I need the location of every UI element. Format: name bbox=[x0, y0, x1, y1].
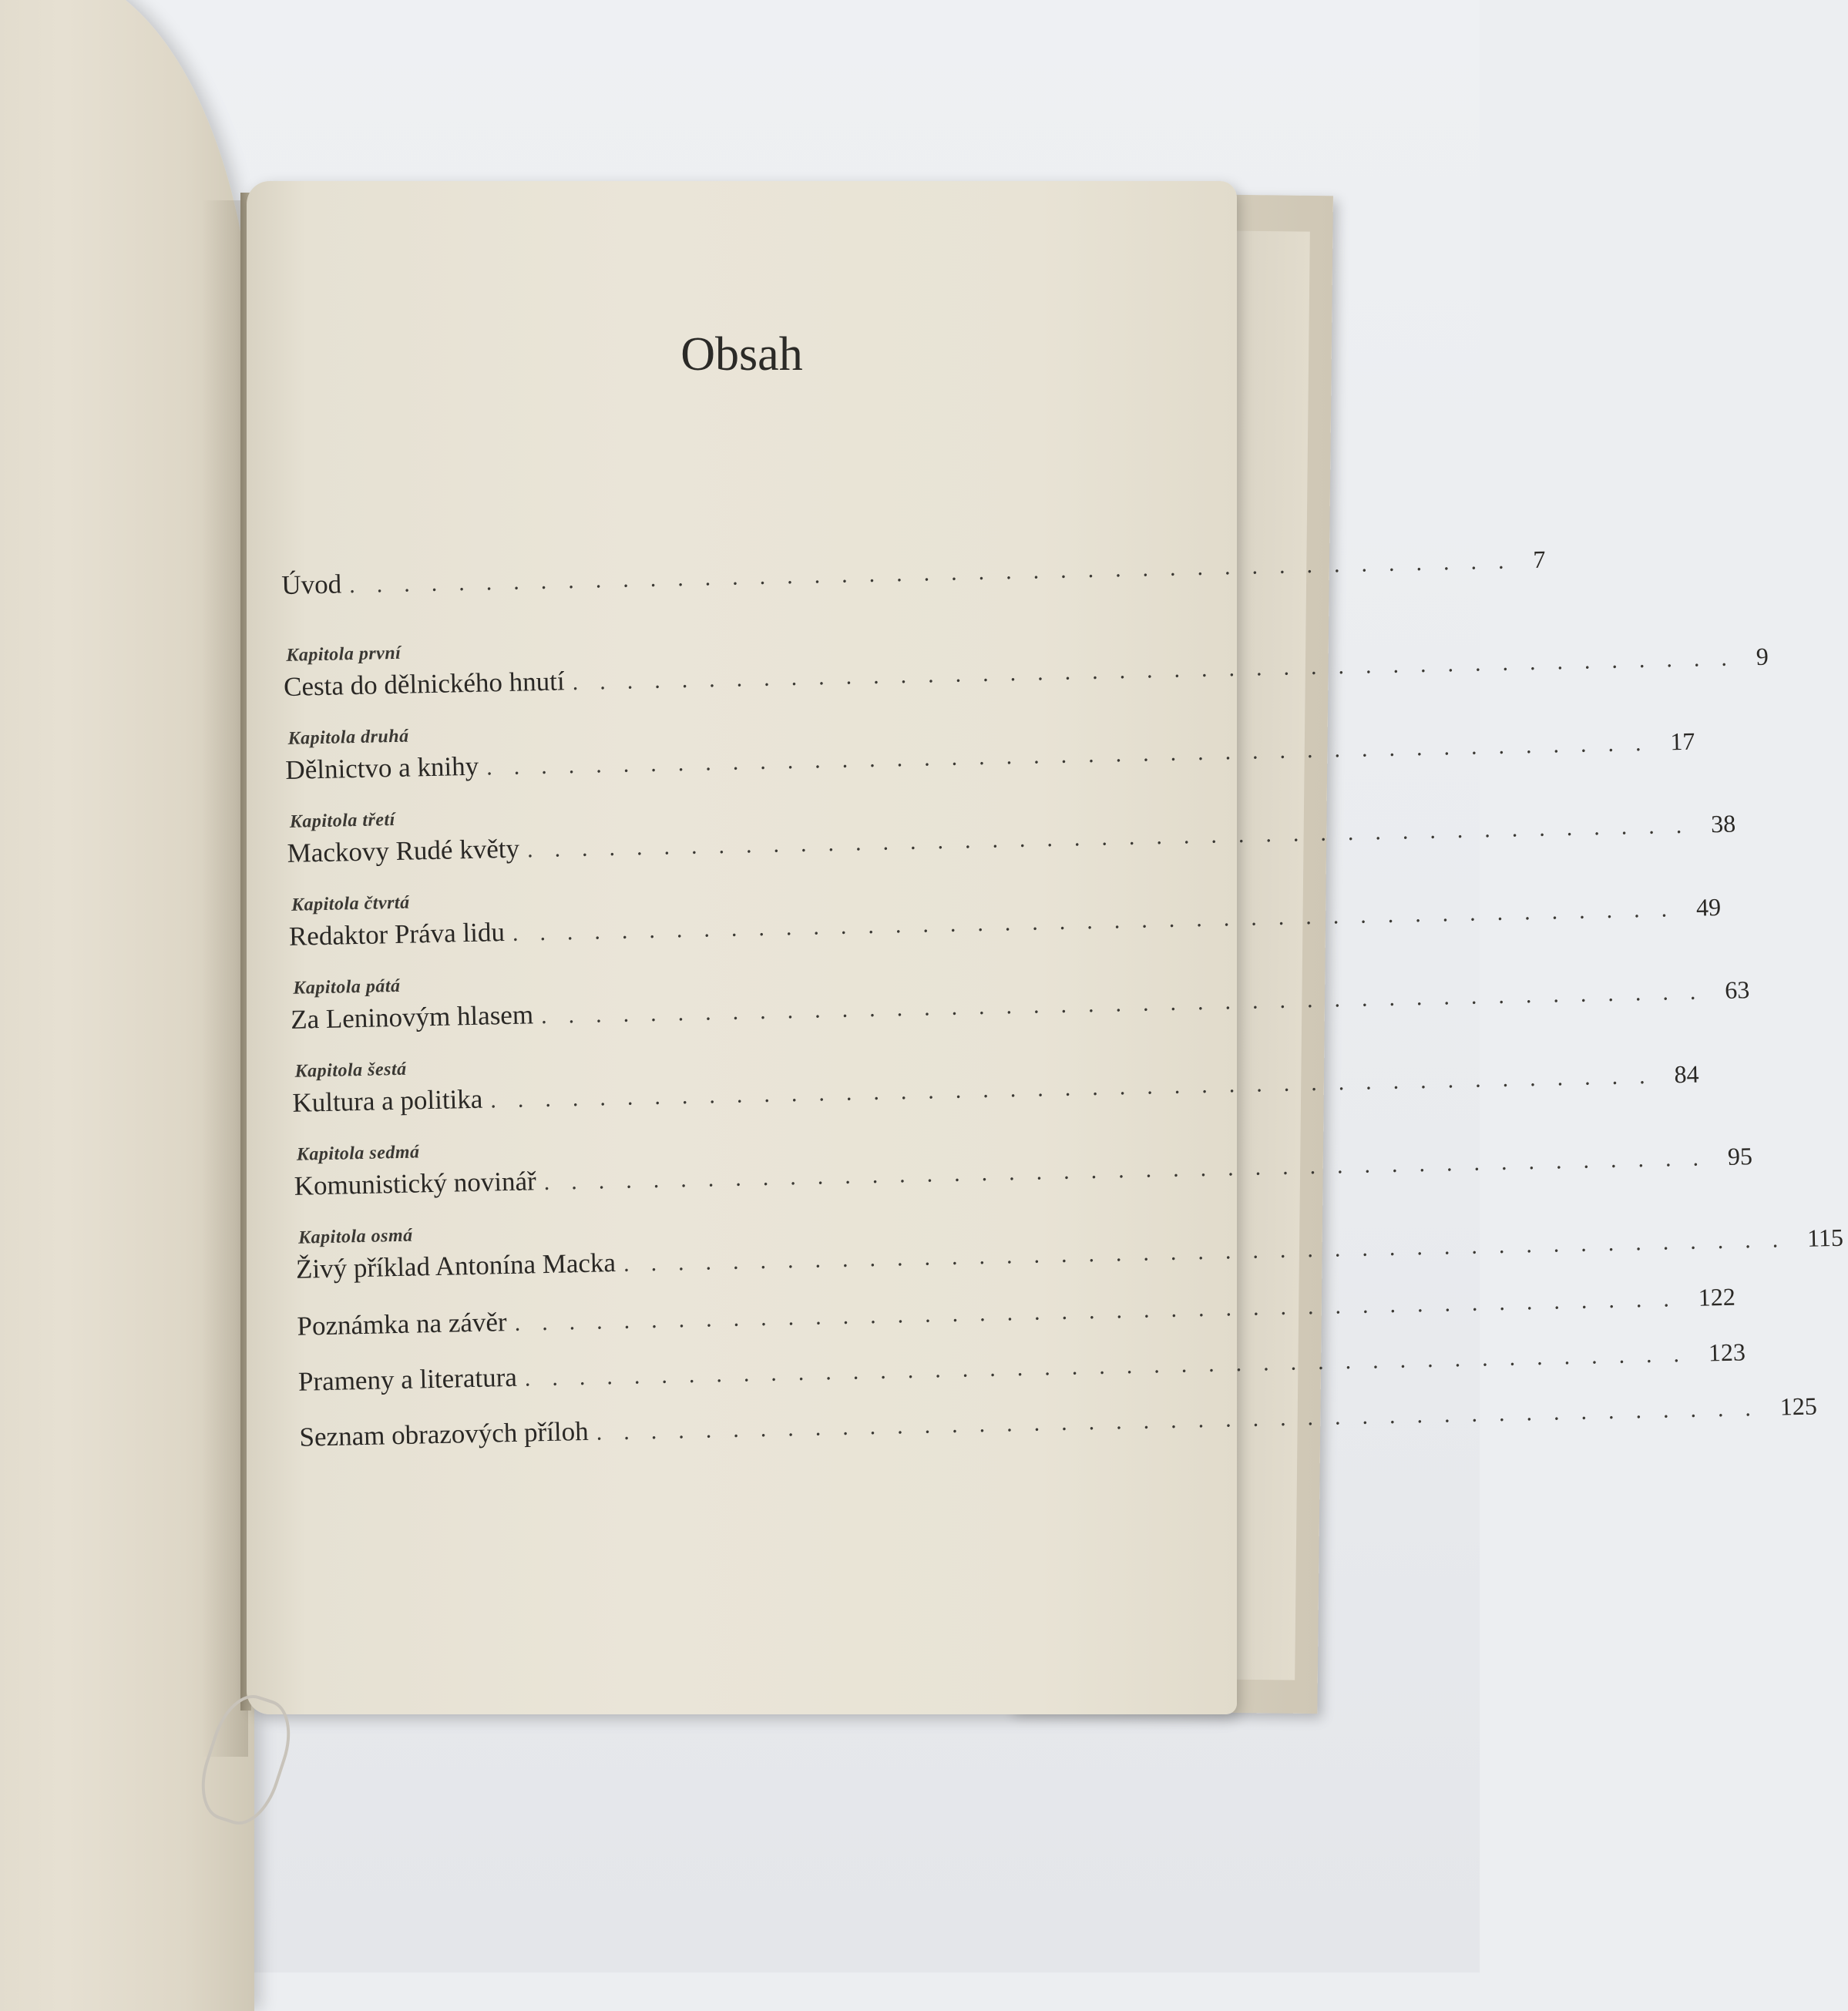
table-of-contents bbox=[281, 545, 1844, 1478]
chapter-label: Kapitola šestá bbox=[294, 1059, 407, 1082]
dot-leader: ........................................... bbox=[486, 730, 1663, 781]
chapter-label: Kapitola pátá bbox=[293, 975, 401, 999]
toc-page-number: 125 bbox=[1779, 1392, 1818, 1421]
toc-entry-title: Mackovy Rudé květy bbox=[287, 833, 520, 868]
chapter-label: Kapitola sedmá bbox=[296, 1142, 420, 1165]
page-title: Obsah bbox=[680, 328, 803, 381]
toc-entry-title: Prameny a literatura bbox=[297, 1361, 518, 1397]
toc-page-number: 49 bbox=[1695, 892, 1722, 922]
dot-leader: ........................................... bbox=[512, 895, 1689, 946]
toc-entry-title: Cesta do dělnického hnutí bbox=[283, 666, 566, 702]
toc-entry-title: Redaktor Práva lidu bbox=[288, 917, 506, 952]
dot-leader: ........................................... bbox=[490, 1063, 1667, 1113]
dot-leader: ........................................... bbox=[572, 645, 1749, 696]
toc-entry-title: Kultura a politika bbox=[292, 1083, 483, 1118]
toc-page-number: 122 bbox=[1698, 1282, 1736, 1311]
toc-entry-title: Seznam obrazových příloh bbox=[299, 1415, 590, 1452]
toc-entry-title: Za Leninovým hlasem bbox=[290, 999, 534, 1035]
dot-leader: ........................................... bbox=[540, 979, 1718, 1029]
dot-leader: ........................................... bbox=[596, 1395, 1773, 1445]
toc-entry-title: Komunistický novinář bbox=[294, 1166, 537, 1201]
dot-leader: ........................................... bbox=[623, 1226, 1800, 1277]
toc-page-number: 115 bbox=[1806, 1223, 1844, 1252]
toc-page-number: 17 bbox=[1669, 727, 1695, 756]
chapter-label: Kapitola první bbox=[286, 643, 402, 666]
dot-leader: ........................................... bbox=[526, 812, 1704, 863]
toc-entry-title: Úvod bbox=[281, 569, 342, 600]
toc-page-number: 95 bbox=[1727, 1142, 1753, 1170]
toc-entry-title: Poznámka na závěr bbox=[297, 1307, 507, 1341]
dot-leader: ........................................... bbox=[514, 1285, 1692, 1336]
toc-page-number: 63 bbox=[1724, 975, 1750, 1004]
chapter-label: Kapitola třetí bbox=[289, 809, 396, 832]
toc-page-number: 38 bbox=[1710, 809, 1736, 838]
toc-entry-title: Dělnictvo a knihy bbox=[285, 750, 479, 785]
chapter-label: Kapitola osmá bbox=[297, 1225, 413, 1248]
toc-entry-title: Živý příklad Antonína Macka bbox=[295, 1247, 617, 1284]
dot-leader: ........................................... bbox=[348, 548, 1526, 599]
dot-leader: ........................................... bbox=[524, 1341, 1702, 1392]
chapter-label: Kapitola druhá bbox=[287, 726, 409, 749]
toc-page-number: 9 bbox=[1756, 642, 1769, 670]
toc-page-number: 84 bbox=[1674, 1059, 1699, 1089]
dot-leader: ........................................... bbox=[543, 1145, 1721, 1196]
chapter-label: Kapitola čtvrtá bbox=[291, 892, 410, 915]
toc-page-number: 123 bbox=[1708, 1338, 1746, 1367]
toc-page-number: 7 bbox=[1532, 545, 1546, 573]
